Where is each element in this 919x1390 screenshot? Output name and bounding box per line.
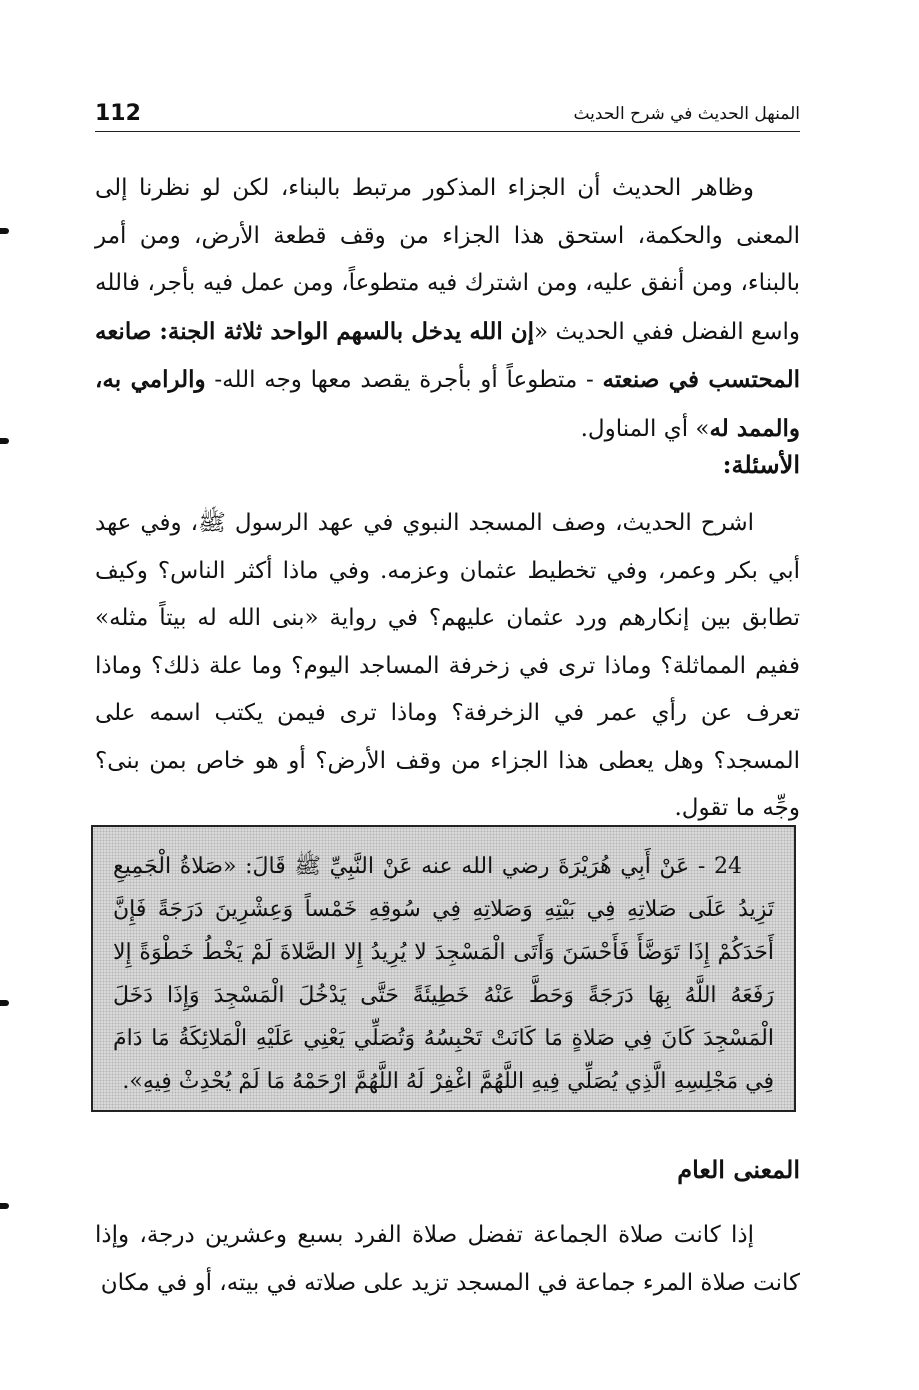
general-meaning-paragraph bbox=[95, 1212, 800, 1307]
margin-mark bbox=[0, 438, 9, 444]
intro-part-1: وظاهر الحديث أن الجزاء المذكور مرتبط بالبناء، لكن لو نظرنا إلى المعنى والحكمة، استحق هذا الجزاء من وقف قطعة الأرض، ومن أمر بالبناء، ومن أنفق عليه، ومن اشترك فيه متطوعاً، ومن عمل فيه بأجر، فالله واسع الفضل ففي الحديث « bbox=[95, 175, 800, 345]
questions-text: اشرح الحديث، وصف المسجد النبوي في عهد الرسول ﷺ، وفي عهد أبي بكر وعمر، وفي تخطيط عثمان وعزمه. وفي ماذا أكثر الناس؟ وكيف تطابق بين إنكارهم ورد عثمان عليهم؟ في رواية «بنى الله له بيتاً مثله» ففيم المماثلة؟ وماذا ترى في زخرفة المساجد اليوم؟ وما علة ذلك؟ وماذا تعرف عن رأي عمر في الزخرفة؟ وماذا ترى فيمن يكتب اسمه على المسجد؟ وهل يعطى هذا الجزاء من وقف الأرض؟ أو هو خاص بمن بنى؟ وجِّه ما تقول. bbox=[95, 510, 800, 821]
general-meaning-heading: المعنى العام bbox=[677, 1155, 800, 1184]
book-title: المنهل الحديث في شرح الحديث bbox=[573, 103, 800, 124]
intro-part-2: - متطوعاً أو بأجرة يقصد معها وجه الله- bbox=[205, 367, 603, 393]
margin-mark bbox=[0, 1203, 9, 1209]
margin-mark bbox=[0, 228, 9, 234]
general-meaning-text: إذا كانت صلاة الجماعة تفضل صلاة الفرد بسبع وعشرين درجة، وإذا كانت صلاة المرء جماعة في المسجد تزيد على صلاته في بيته، أو في مكان bbox=[95, 1222, 800, 1296]
questions-heading: الأسئلة: bbox=[722, 450, 800, 479]
intro-bold-1: إن الله يدخل بالسهم الواحد ثلاثة الجنة: صانعه المحتسب في صنعته bbox=[95, 317, 800, 393]
hadith-text: 24 - عَنْ أَبِي هُرَيْرَةَ رضي الله عنه عَنْ النَّبِيِّ ﷺ قَالَ: «صَلاةُ الْجَمِيعِ تَزِيدُ عَلَى صَلاتِهِ فِي بَيْتِهِ وَصَلاتِهِ فِي سُوقِهِ خَمْساً وَعِشْرِينَ دَرَجَةً فَإِنَّ أَحَدَكُمْ إِذَا تَوَضَّأَ فَأَحْسَنَ وَأَتَى الْمَسْجِدَ لا يُرِيدُ إِلا الصَّلاةَ لَمْ يَخْطُ خَطْوَةً إِلا رَفَعَهُ اللَّهُ بِهَا دَرَجَةً وَحَطَّ عَنْهُ خَطِيئَةً حَتَّى يَدْخُلَ الْمَسْجِدَ وَإِذَا دَخَلَ الْمَسْجِدَ كَانَ فِي صَلاةٍ مَا كَانَتْ تَحْبِسُهُ وَتُصَلِّي يَعْنِي عَلَيْهِ الْمَلائِكَةُ مَا دَامَ فِي مَجْلِسِهِ الَّذِي يُصَلِّي فِيهِ اللَّهُمَّ اغْفِرْ لَهُ اللَّهُمَّ ارْحَمْهُ مَا لَمْ يُحْدِثْ فِيهِ». bbox=[113, 854, 774, 1094]
questions-paragraph bbox=[95, 500, 800, 833]
intro-text bbox=[95, 165, 800, 453]
intro-paragraph bbox=[95, 165, 800, 453]
page-number: 112 bbox=[95, 101, 141, 126]
hadith-box bbox=[91, 825, 796, 1112]
intro-bold-2: والرامي به، والممد له bbox=[95, 366, 800, 442]
intro-part-3: » أي المناول. bbox=[580, 415, 710, 442]
margin-mark bbox=[0, 1000, 9, 1006]
running-header bbox=[95, 96, 800, 132]
